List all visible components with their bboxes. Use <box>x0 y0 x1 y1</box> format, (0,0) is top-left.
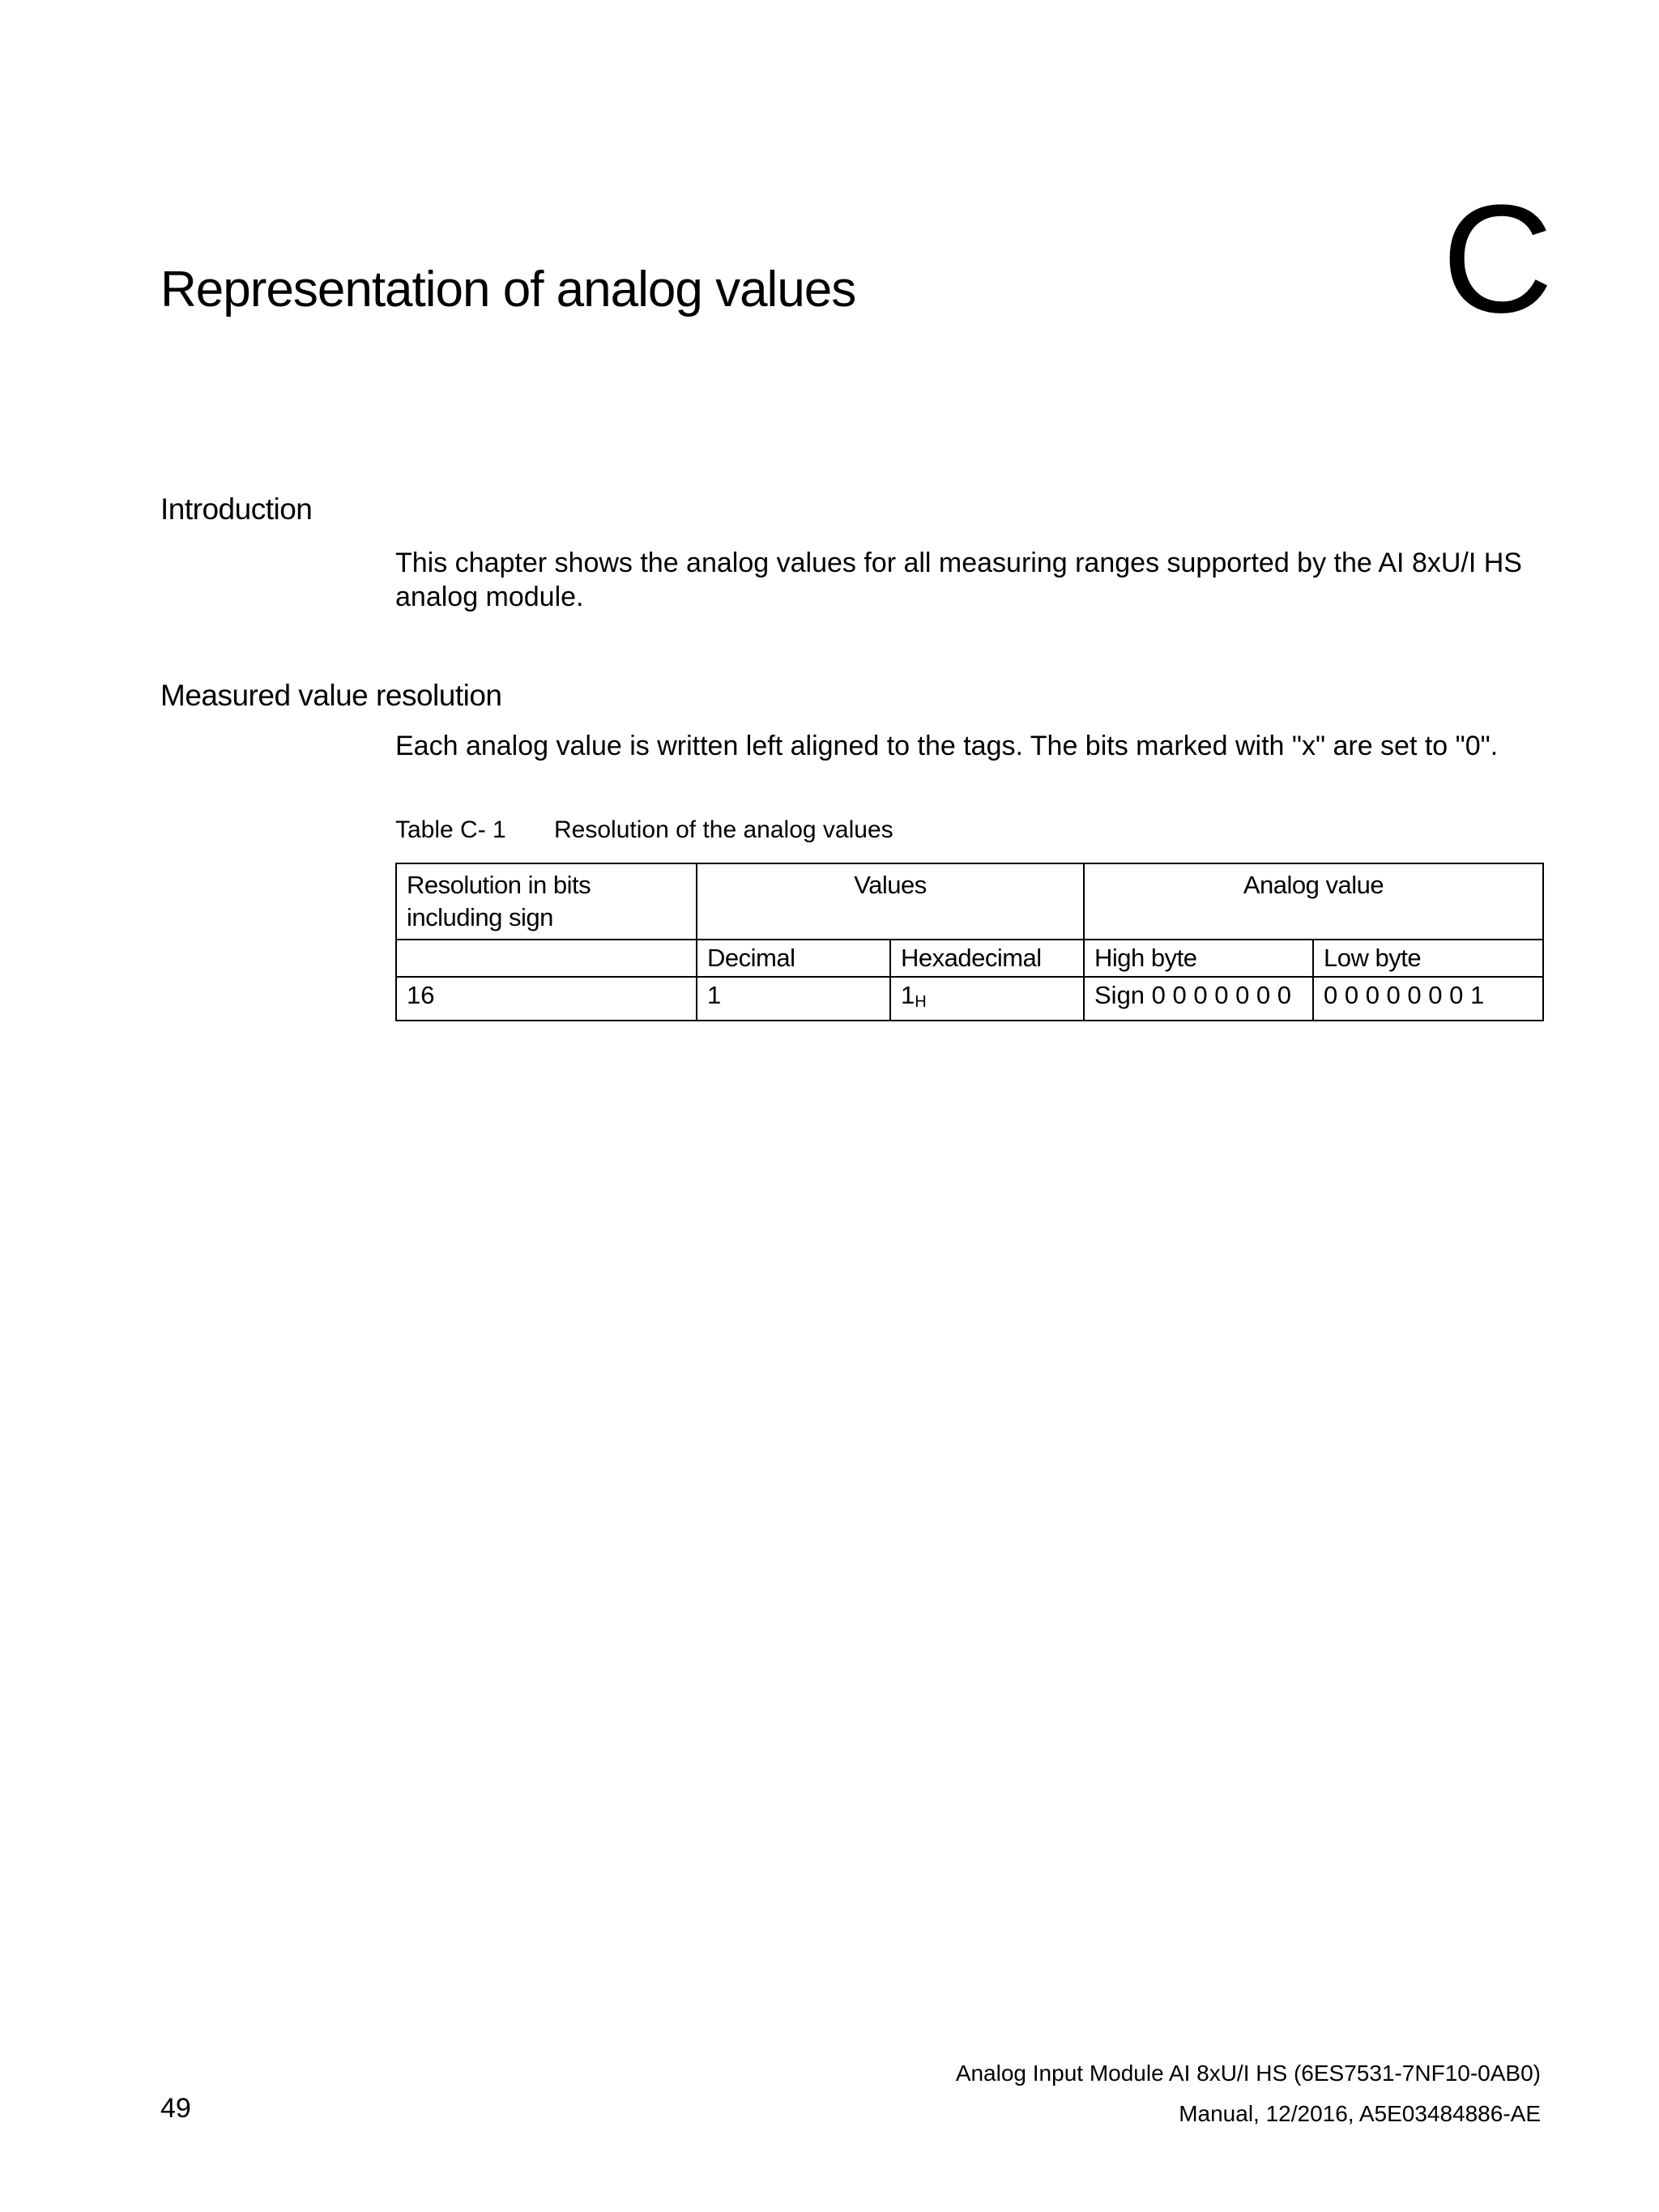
cell-hexadecimal <box>890 977 1084 1021</box>
introduction-text: This chapter shows the analog values for all measuring ranges supported by the AI 8xU/I HS analog module. <box>395 548 1522 612</box>
cell-resolution: 16 <box>396 977 697 1021</box>
table-row <box>396 977 1543 1021</box>
resolution-heading: Measured value resolution <box>160 679 502 712</box>
resolution-text: Each analog value is written left aligned to the tags. The bits marked with "x" are set to "0". <box>395 731 1499 761</box>
cell-low-byte: 0 0 0 0 0 0 0 1 <box>1313 977 1543 1021</box>
table-caption-number: Table C- 1 <box>395 816 506 843</box>
subheader-high-byte: High byte <box>1084 940 1313 977</box>
chapter-letter: C <box>1442 173 1554 345</box>
subheader-decimal: Decimal <box>697 940 890 977</box>
table-caption <box>395 816 893 844</box>
header-analog-value: Analog value <box>1084 863 1543 940</box>
resolution-table <box>395 863 1544 1021</box>
footer-product: Analog Input Module AI 8xU/I HS (6ES7531-7NF10-0AB0) <box>955 2061 1541 2086</box>
header-resolution: Resolution in bits including sign <box>396 863 697 940</box>
subheader-low-byte: Low byte <box>1313 940 1543 977</box>
page-number: 49 <box>160 2093 191 2124</box>
subheader-blank <box>396 940 697 977</box>
hex-value: 1 <box>901 981 915 1009</box>
introduction-heading: Introduction <box>160 492 313 526</box>
hex-subscript: H <box>915 993 927 1011</box>
cell-decimal: 1 <box>697 977 890 1021</box>
table-subheader-row <box>396 940 1543 977</box>
header-values: Values <box>697 863 1084 940</box>
cell-high-byte: Sign 0 0 0 0 0 0 0 <box>1084 977 1313 1021</box>
subheader-hexadecimal: Hexadecimal <box>890 940 1084 977</box>
table-caption-title: Resolution of the analog values <box>554 816 893 843</box>
footer-manual: Manual, 12/2016, A5E03484886-AE <box>1179 2101 1541 2126</box>
chapter-title: Representation of analog values <box>160 262 856 318</box>
table-header-row <box>396 863 1543 940</box>
